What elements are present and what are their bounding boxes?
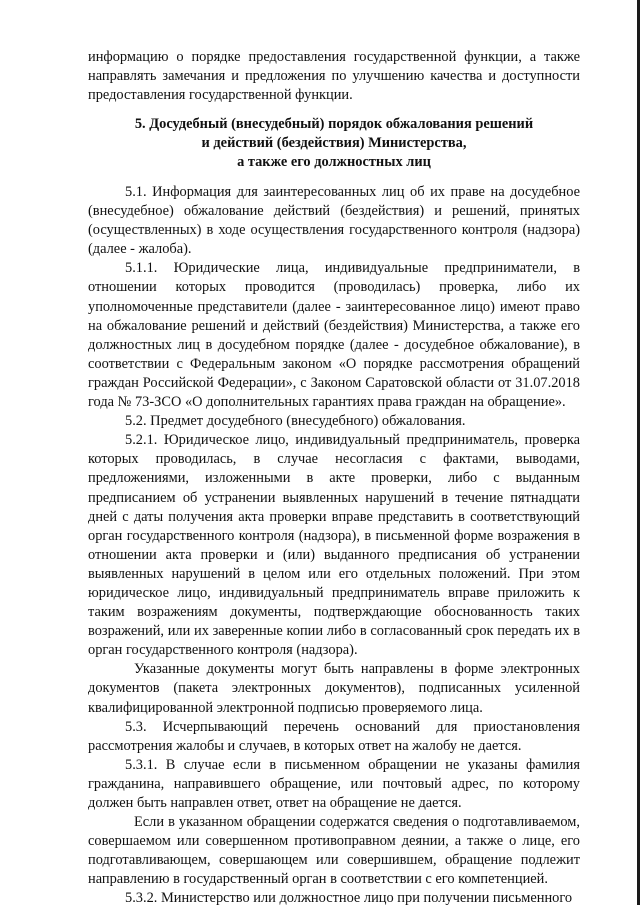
heading-line-3: а также его должностных лиц xyxy=(237,154,431,170)
paragraph-5-3-1: 5.3.1. В случае если в письменном обращении не указаны фамилия гражданина, направившего обращение, или почтовый адрес, по которому должен быть направлен ответ, ответ на обращение не дается. xyxy=(88,756,580,811)
heading-line-1: 5. Досудебный (внесудебный) порядок обжалования решений xyxy=(134,116,534,132)
section-heading xyxy=(88,115,580,172)
paragraph-5-1-1: 5.1.1. Юридические лица, индивидуальные предприниматели, в отношении которых проводится (проводилась) проверка, либо их уполномоченные представители (далее - заинтересованное лицо) имеют право на обжалование решений и действий (бездействия) Министерства, а также его должностных лиц в досудебном порядке (далее - досудебное обжалование), в соответствии с Федеральным законом «О порядке рассмотрения обращений граждан Российской Федерации», с Законом Саратовской области от 31.07.2018 года № 73-ЗСО «О дополнительных гарантиях права граждан на обращение». xyxy=(88,260,580,411)
paragraph-unlawful-act: Если в указанном обращении содержатся сведения о подготавливаемом, совершаемом или совершенном противоправном деянии, а также о лице, его подготавливающем, совершающем или совершившем, обращение подлежит направлению в государственный орган в соответствии с его компетенцией. xyxy=(88,814,580,888)
paragraph-electronic-documents: Указанные документы могут быть направлены в форме электронных документов (пакета электронных документов), подписанных усиленной квалифицированной электронной подписью проверяемого лица. xyxy=(88,661,580,716)
paragraph-5-1: 5.1. Информация для заинтересованных лиц об их праве на досудебное (внесудебное) обжалование действий (бездействия) и решений, принятых (осуществленных) в ходе осуществления государственного контроля (надзора) (далее - жалоба). xyxy=(88,184,580,258)
paragraph-5-3: 5.3. Исчерпывающий перечень оснований для приостановления рассмотрения жалобы и случаев, в которых ответ на жалобу не дается. xyxy=(88,718,580,754)
heading-line-2: и действий (бездействия) Министерства, xyxy=(201,135,467,151)
intro-paragraph: информацию о порядке предоставления государственной функции, а также направлять замечания и предложения по улучшению качества и доступности предоставления государственной функции. xyxy=(88,49,580,104)
intro-block xyxy=(88,48,580,105)
paragraph-5-3-2: 5.3.2. Министерство или должностное лицо при получении письменного xyxy=(125,890,573,907)
paragraph-5-2: 5.2. Предмет досудебного (внесудебного) обжалования. xyxy=(125,413,466,430)
section-5-heading xyxy=(88,115,580,172)
section-body xyxy=(88,183,580,909)
paragraph-5-2-1: 5.2.1. Юридическое лицо, индивидуальный предприниматель, проверка которых проводилась, в случае несогласия с фактами, выводами, предложениями, изложенными в акте проверки, либо с выданным предписанием об устранении выявленных нарушений в течение пятнадцати дней с даты получения акта проверки вправе представить в соответствующий орган государственного контроля (надзора), в письменной форме возражения в отношении акта проверки и (или) выданного предписания об устранении выявленных нарушений в целом или его отдельных положений. При этом юридическое лицо, индивидуальный предприниматель вправе приложить к таким возражениям документы, подтверждающие обоснованность таких возражений, или их заверенные копии либо в согласованный срок передать их в орган государственного контроля (надзора). xyxy=(88,432,580,659)
